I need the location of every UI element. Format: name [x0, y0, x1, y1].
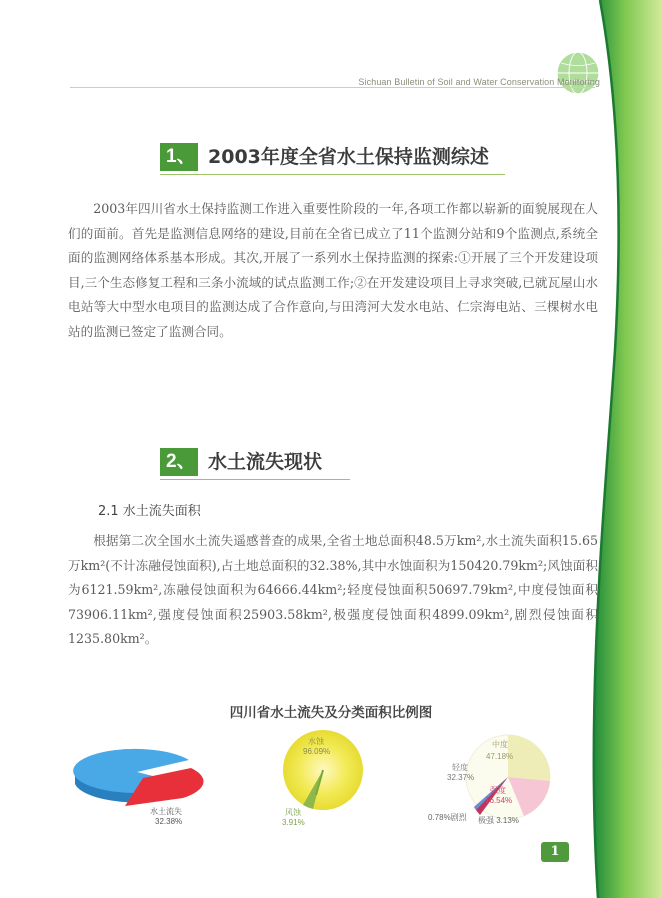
chart-title: 四川省水土流失及分类面积比例图 — [229, 705, 433, 721]
pie1-label-value: 32.38% — [155, 817, 183, 826]
pie3-strong-value: 16.54% — [485, 796, 513, 805]
section-1-title: 2003年度全省水土保持监测综述 — [208, 146, 489, 168]
pie-chart-soil-loss — [65, 732, 215, 812]
pie3-light-value: 32.37% — [447, 773, 475, 782]
pie3-light-label: 轻度 — [452, 763, 468, 772]
pie3-medium-value: 47.18% — [486, 752, 514, 761]
section-2-heading — [160, 448, 350, 478]
pie3-strong-label: 强度 — [490, 786, 506, 795]
globe-logo-icon — [555, 50, 601, 96]
pie2-water-value: 96.09% — [303, 747, 331, 756]
pie3-severe-label: 0.78%剧烈 — [428, 813, 467, 822]
subsection-2-1-title: 2.1 水土流失面积 — [98, 504, 201, 519]
pie3-extreme-label: 极强 3.13% — [478, 816, 519, 825]
section-1-underline — [160, 174, 505, 175]
pie2-water-label: 水蚀 — [308, 737, 324, 746]
pie2-wind-label: 风蚀 — [285, 808, 301, 817]
header-rule — [70, 87, 595, 88]
running-header: Sichuan Bulletin of Soil and Water Conservation Monitoring — [358, 77, 600, 87]
section-2-title: 水土流失现状 — [208, 451, 323, 473]
section-2-number: 2、 — [160, 448, 198, 476]
section-1-paragraph: 2003年四川省水土保持监测工作进入重要性阶段的一年,各项工作都以崭新的面貌展现在人们的面前。首先是监测信息网络的建设,目前在全省已成立了11个监测分站和9个监测点,系统全面的监测网络体系基本形成。其次,开展了一系列水土保持监测的探索:①开展了三个开发建设项目,三个生态修复工程和三条小流域的试点监测工作;②在开发建设项目上寻求突破,已就瓦屋山水电站等大中型水电项目的监测达成了合作意向,与田湾河大发水电站、仁宗海电站、三棵树水电站的监测已签定了监测合同。 — [68, 201, 598, 339]
section-2-underline — [160, 479, 350, 480]
pie3-slice-medium — [508, 735, 550, 781]
pie2-wind-value: 3.91% — [282, 818, 305, 827]
section-1-heading — [160, 143, 505, 173]
section-1-number: 1、 — [160, 143, 198, 171]
page-number: 1 — [541, 842, 569, 862]
section-2-paragraph: 根据第二次全国水土流失遥感普查的成果,全省土地总面积48.5万km²,水土流失面积15.65万km²(不计冻融侵蚀面积),占土地总面积的32.38%,其中水蚀面积为150420.79km²;风蚀面积为6121.59km²,冻融侵蚀面积为64666.44km²;轻度侵蚀面积50697.79km²,中度侵蚀面积73906.11km²,强度侵蚀面积25903.58km²,极强度侵蚀面积4899.09km²,剧烈侵蚀面积1235.80km²。 — [68, 533, 598, 647]
pie1-label-name: 水土流失 — [150, 807, 182, 816]
pie3-medium-label: 中度 — [492, 740, 508, 749]
